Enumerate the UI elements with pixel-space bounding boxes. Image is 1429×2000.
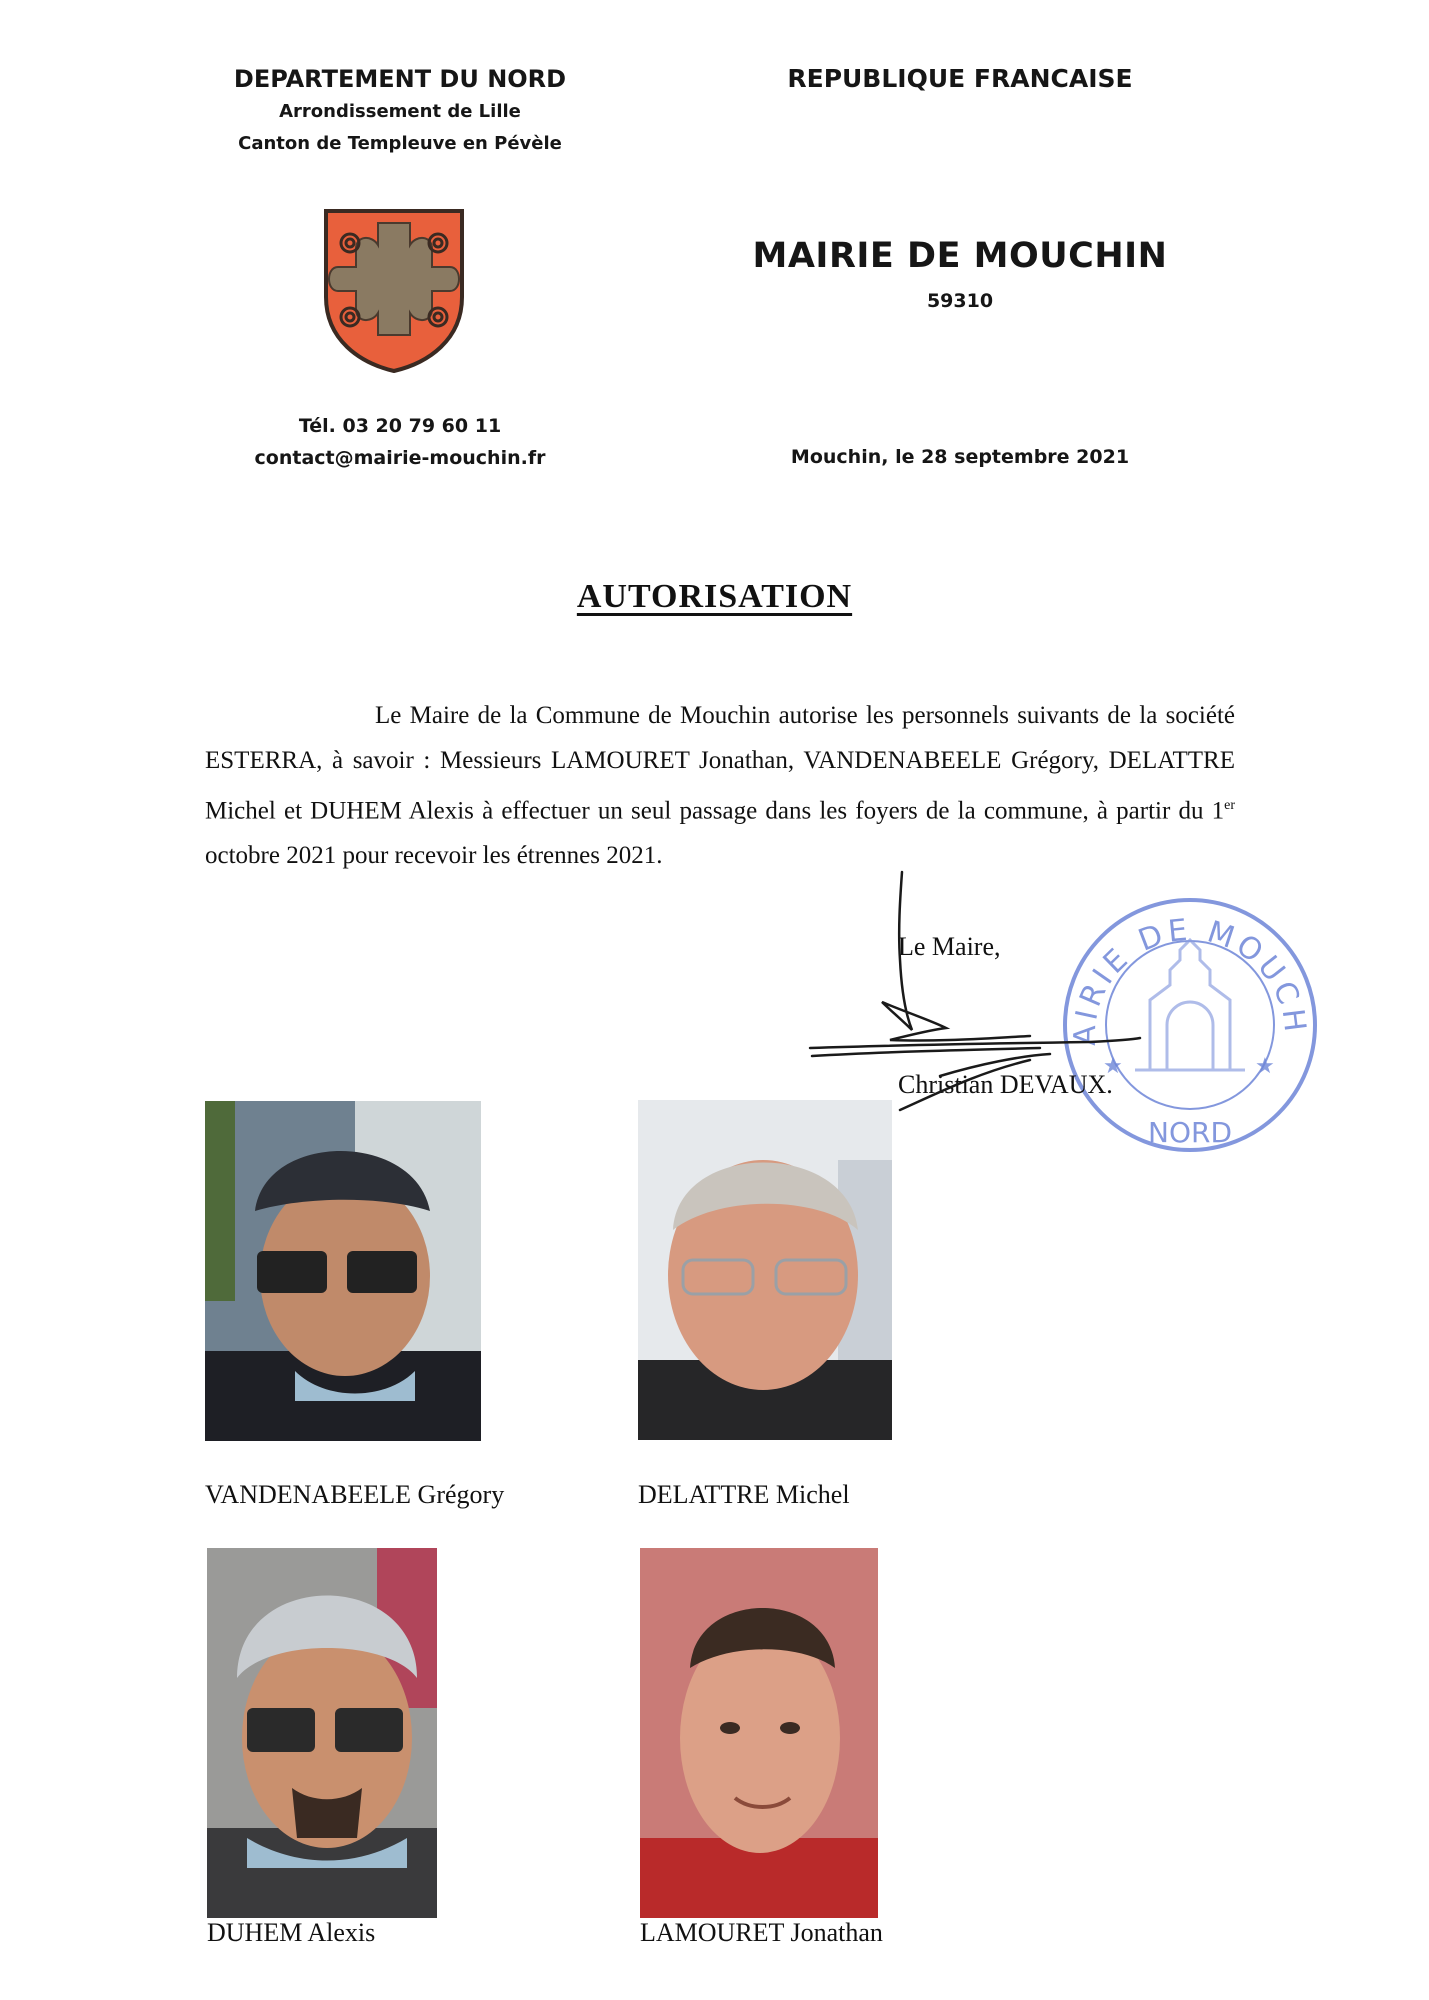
mayor-name: Christian DEVAUX. [898, 1070, 1113, 1099]
document-title: AUTORISATION [576, 578, 853, 615]
photo-vandenabeele [205, 1101, 481, 1441]
canton-line: Canton de Templeuve en Pévèle [238, 133, 562, 154]
email-address: contact@mairie-mouchin.fr [254, 447, 546, 469]
caption-lamouret: LAMOURET Jonathan [640, 1918, 883, 1947]
mayor-title: Le Maire, [898, 932, 1001, 961]
republic-title: REPUBLIQUE FRANCAISE [787, 64, 1133, 93]
caption-duhem: DUHEM Alexis [207, 1918, 376, 1947]
stamp-text-top: AIRIE DE MOUCH [1067, 912, 1313, 1047]
body-superscript: er [1224, 798, 1235, 813]
coat-of-arms-icon [320, 205, 468, 375]
contact-block [180, 410, 620, 474]
caption-vandenabeele: VANDENABEELE Grégory [205, 1480, 505, 1509]
phone-number: Tél. 03 20 79 60 11 [298, 415, 502, 437]
arrondissement-line: Arrondissement de Lille [279, 101, 521, 122]
svg-text:★: ★ [1255, 1054, 1275, 1079]
photo-delattre [638, 1100, 892, 1440]
photo-duhem [207, 1548, 437, 1918]
caption-delattre: DELATTRE Michel [638, 1480, 850, 1509]
stamp-text-bottom: NORD [1148, 1116, 1232, 1149]
svg-text:★: ★ [1103, 1054, 1123, 1079]
date-line: Mouchin, le 28 septembre 2021 [790, 446, 1130, 468]
body-text-part2: octobre 2021 pour recevoir les étrennes 2021. [205, 842, 663, 870]
postal-code: 59310 [926, 290, 994, 312]
department-title: DEPARTEMENT DU NORD [233, 65, 567, 93]
photo-lamouret [640, 1548, 878, 1918]
authorization-body [205, 693, 1235, 878]
department-block [180, 62, 620, 160]
body-text-part1: Le Maire de la Commune de Mouchin autorise les personnels suivants de la société ESTERRA, à savoir : Messieurs LAMOURET Jonathan, VANDENABEELE Grégory, DELATTRE Michel et DUHEM Alexis à effectuer un seul passage dans les foyers de la commune, à partir du 1 [205, 702, 1235, 825]
mairie-title: MAIRIE DE MOUCHIN [752, 236, 1168, 276]
